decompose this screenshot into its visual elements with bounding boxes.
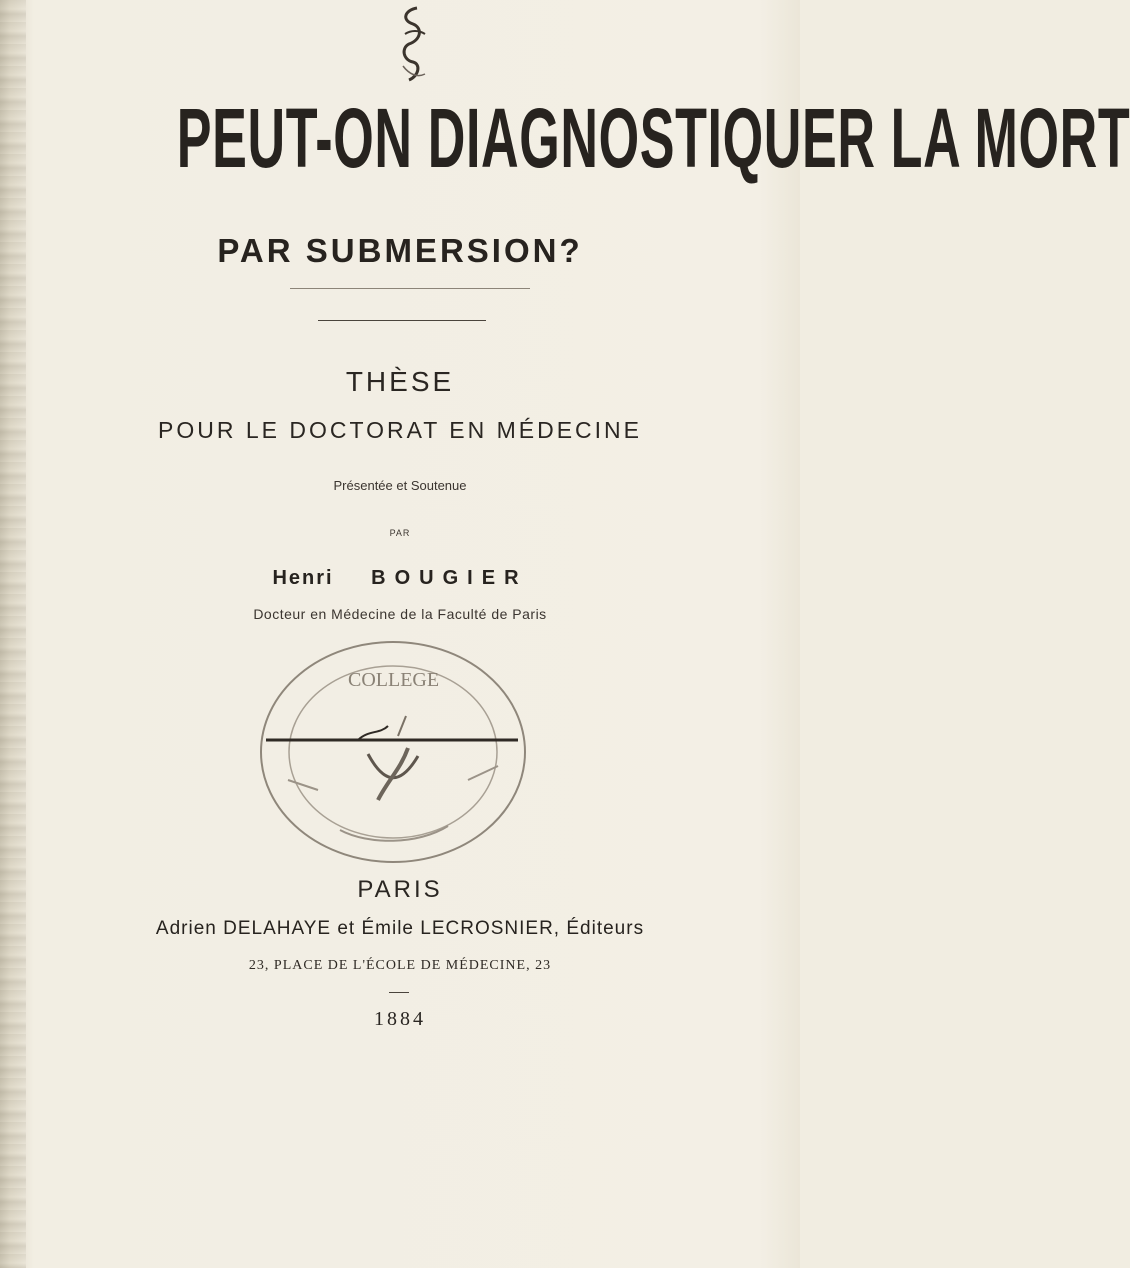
short-dash	[389, 992, 409, 993]
binding-shadow	[0, 0, 26, 1268]
author-name	[140, 567, 660, 590]
seal-text: COLLEGE	[348, 669, 440, 691]
author-first-name: Henri	[272, 567, 334, 589]
imprint-city: PARIS	[357, 876, 443, 903]
imprint-address: 23, PLACE DE L'ÉCOLE DE MÉDECINE, 23	[248, 958, 552, 973]
by-label: PAR	[389, 528, 411, 538]
imprint-year: 1884	[374, 1008, 426, 1030]
author-last-name: BOUGIER	[371, 567, 528, 589]
presented-line: Présentée et Soutenue	[333, 478, 467, 493]
title-line-2: PAR SUBMERSION?	[217, 232, 583, 269]
library-seal-stamp	[248, 630, 538, 880]
author-credentials: Docteur en Médecine de la Faculté de Paris	[253, 606, 547, 622]
title-line-1: PEUT-ON DIAGNOSTIQUER LA MORT	[176, 91, 1130, 185]
ornamental-swash	[290, 288, 530, 289]
imprint-publishers: Adrien DELAHAYE et Émile LECROSNIER, Éditeurs	[155, 918, 645, 939]
handwritten-mark-icon	[395, 4, 431, 86]
divider-rule	[318, 320, 486, 321]
thesis-label: THÈSE	[345, 366, 455, 397]
degree-line: POUR LE DOCTORAT EN MÉDECINE	[157, 417, 642, 443]
